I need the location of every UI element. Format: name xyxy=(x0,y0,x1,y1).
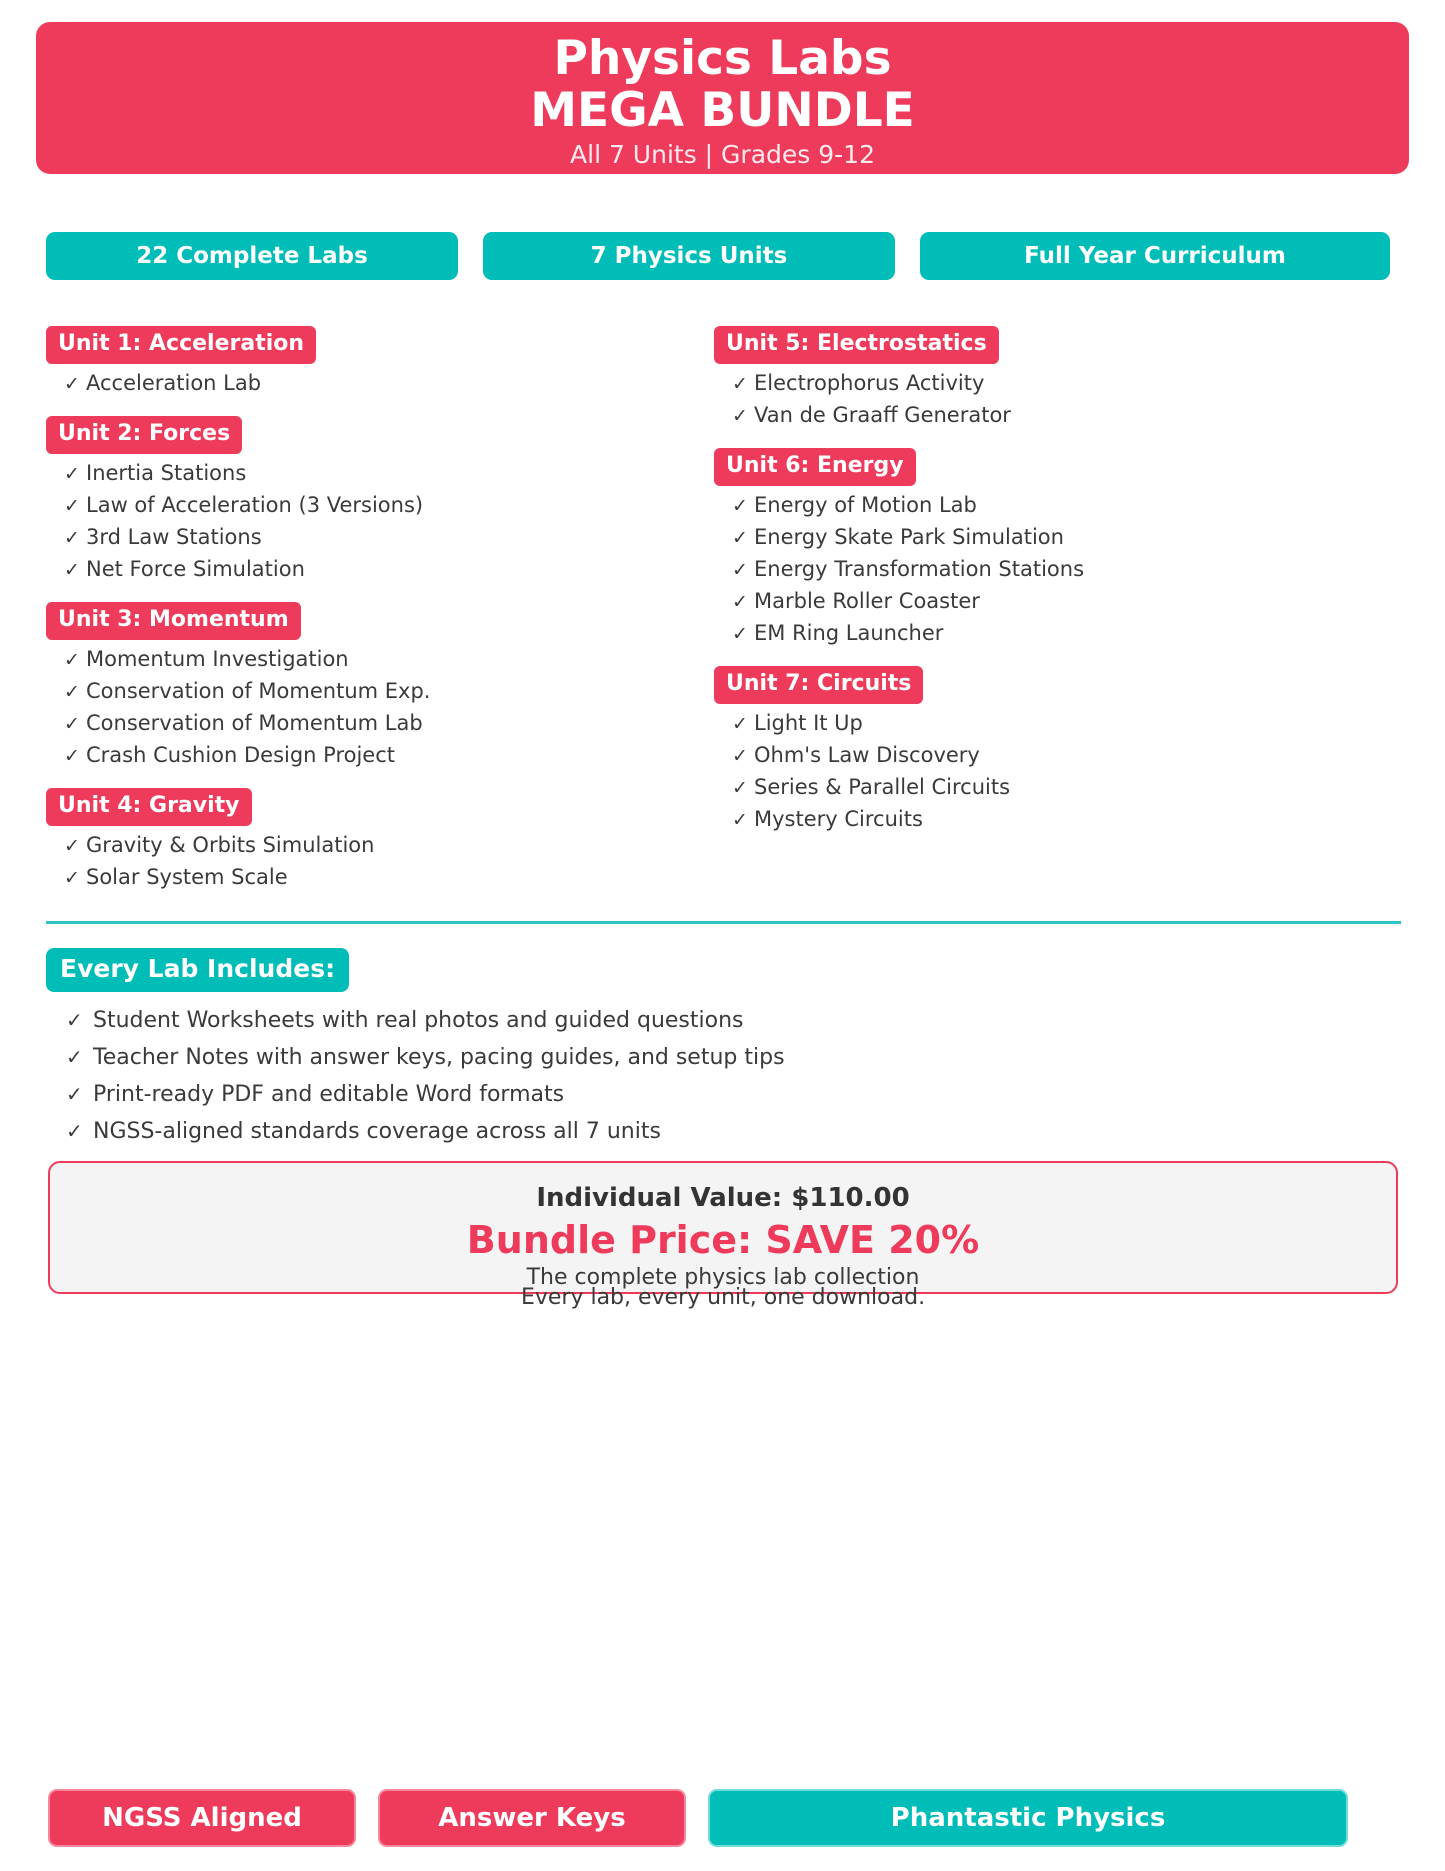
check-icon: ✓ xyxy=(732,745,748,767)
lab-name: Ohm's Law Discovery xyxy=(754,743,980,767)
price-note-secondary: Every lab, every unit, one download. xyxy=(520,1285,926,1310)
unit-block-1 xyxy=(46,326,666,400)
check-icon: ✓ xyxy=(64,559,80,581)
unit-list-3 xyxy=(46,644,666,772)
lab-name: Acceleration Lab xyxy=(86,371,262,395)
list-item xyxy=(64,490,666,522)
check-icon: ✓ xyxy=(66,1045,83,1069)
list-item xyxy=(732,740,1354,772)
list-item xyxy=(64,830,666,862)
check-icon: ✓ xyxy=(64,681,80,703)
list-item xyxy=(732,772,1354,804)
check-icon: ✓ xyxy=(64,495,80,517)
list-item xyxy=(732,804,1354,836)
lab-name: 3rd Law Stations xyxy=(86,525,262,549)
header-banner xyxy=(36,22,1409,174)
section-divider xyxy=(46,921,1401,924)
check-icon: ✓ xyxy=(732,373,748,395)
list-item xyxy=(732,400,1354,432)
unit-list-7 xyxy=(714,708,1354,836)
check-icon: ✓ xyxy=(732,559,748,581)
unit-title-4: Unit 4: Gravity xyxy=(46,788,252,826)
individual-value: Individual Value: $110.00 xyxy=(536,1183,910,1213)
lab-name: Van de Graaff Generator xyxy=(754,403,1011,427)
unit-list-4 xyxy=(46,830,666,894)
unit-list-2 xyxy=(46,458,666,586)
lab-name: Energy of Motion Lab xyxy=(754,493,977,517)
check-icon: ✓ xyxy=(64,835,80,857)
list-item xyxy=(64,676,666,708)
bundle-price: Bundle Price: SAVE 20% xyxy=(466,1218,980,1262)
list-item xyxy=(732,554,1354,586)
list-item xyxy=(732,586,1354,618)
list-item xyxy=(64,554,666,586)
highlight-badge-curriculum: Full Year Curriculum xyxy=(920,232,1390,280)
price-box xyxy=(48,1161,1398,1310)
unit-block-3 xyxy=(46,602,666,772)
list-item xyxy=(64,708,666,740)
check-icon: ✓ xyxy=(64,713,80,735)
header-subtitle: All 7 Units | Grades 9-12 xyxy=(570,140,875,169)
list-item xyxy=(64,862,666,894)
lab-name: Light It Up xyxy=(754,711,863,735)
unit-block-7 xyxy=(714,666,1354,836)
price-note-primary: The complete physics lab collection xyxy=(526,1265,920,1290)
lab-name: EM Ring Launcher xyxy=(754,621,944,645)
check-icon: ✓ xyxy=(66,1119,83,1143)
includes-list xyxy=(46,1002,1246,1150)
lab-name: Law of Acceleration (3 Versions) xyxy=(86,493,424,517)
check-icon: ✓ xyxy=(66,1082,83,1106)
unit-title-2: Unit 2: Forces xyxy=(46,416,242,454)
unit-list-6 xyxy=(714,490,1354,650)
lab-name: Energy Skate Park Simulation xyxy=(754,525,1064,549)
lab-name: Solar System Scale xyxy=(86,865,288,889)
unit-list-5 xyxy=(714,368,1354,432)
check-icon: ✓ xyxy=(732,527,748,549)
list-item xyxy=(732,618,1354,650)
list-item xyxy=(64,458,666,490)
footer-badge-answer-keys: Answer Keys xyxy=(378,1789,686,1847)
list-item xyxy=(732,522,1354,554)
list-item xyxy=(732,490,1354,522)
lab-name: Marble Roller Coaster xyxy=(754,589,980,613)
lab-name: Conservation of Momentum Lab xyxy=(86,711,423,735)
list-item xyxy=(66,1039,1246,1076)
lab-name: Mystery Circuits xyxy=(754,807,923,831)
unit-block-2 xyxy=(46,416,666,586)
check-icon: ✓ xyxy=(64,373,80,395)
page-title-line1: Physics Labs xyxy=(553,31,892,86)
check-icon: ✓ xyxy=(732,591,748,613)
list-item xyxy=(64,368,666,400)
check-icon: ✓ xyxy=(732,495,748,517)
check-icon: ✓ xyxy=(64,649,80,671)
page-title-line2: MEGA BUNDLE xyxy=(530,83,915,138)
list-item xyxy=(66,1113,1246,1150)
include-text: Print-ready PDF and editable Word formats xyxy=(93,1082,565,1107)
lab-name: Net Force Simulation xyxy=(86,557,305,581)
unit-block-6 xyxy=(714,448,1354,650)
footer-badge-brand: Phantastic Physics xyxy=(708,1789,1348,1847)
list-item xyxy=(64,644,666,676)
units-column-right xyxy=(714,326,1354,852)
check-icon: ✓ xyxy=(64,527,80,549)
check-icon: ✓ xyxy=(66,1008,83,1032)
check-icon: ✓ xyxy=(64,867,80,889)
check-icon: ✓ xyxy=(64,463,80,485)
unit-title-6: Unit 6: Energy xyxy=(714,448,916,486)
lab-name: Conservation of Momentum Exp. xyxy=(86,679,431,703)
unit-block-4 xyxy=(46,788,666,894)
lab-name: Gravity & Orbits Simulation xyxy=(86,833,375,857)
check-icon: ✓ xyxy=(732,405,748,427)
includes-section xyxy=(46,948,1246,1150)
include-text: Student Worksheets with real photos and guided questions xyxy=(93,1008,744,1033)
list-item xyxy=(66,1002,1246,1039)
list-item xyxy=(732,368,1354,400)
footer-badge-row xyxy=(48,1789,1398,1847)
unit-title-7: Unit 7: Circuits xyxy=(714,666,923,704)
lab-name: Electrophorus Activity xyxy=(754,371,985,395)
list-item xyxy=(64,522,666,554)
unit-block-5 xyxy=(714,326,1354,432)
footer-badge-ngss: NGSS Aligned xyxy=(48,1789,356,1847)
check-icon: ✓ xyxy=(732,623,748,645)
units-column-left xyxy=(46,326,666,910)
include-text: NGSS-aligned standards coverage across all 7 units xyxy=(93,1119,661,1144)
lab-name: Inertia Stations xyxy=(86,461,247,485)
check-icon: ✓ xyxy=(732,809,748,831)
highlight-badge-labs: 22 Complete Labs xyxy=(46,232,458,280)
unit-title-1: Unit 1: Acceleration xyxy=(46,326,316,364)
highlight-badge-row xyxy=(46,232,1400,280)
lab-name: Crash Cushion Design Project xyxy=(86,743,396,767)
list-item xyxy=(732,708,1354,740)
list-item xyxy=(66,1076,1246,1113)
lab-name: Energy Transformation Stations xyxy=(754,557,1085,581)
includes-heading: Every Lab Includes: xyxy=(46,948,349,992)
check-icon: ✓ xyxy=(732,777,748,799)
lab-name: Momentum Investigation xyxy=(86,647,349,671)
highlight-badge-units: 7 Physics Units xyxy=(483,232,895,280)
check-icon: ✓ xyxy=(64,745,80,767)
unit-list-1 xyxy=(46,368,666,400)
unit-title-3: Unit 3: Momentum xyxy=(46,602,301,640)
check-icon: ✓ xyxy=(732,713,748,735)
include-text: Teacher Notes with answer keys, pacing guides, and setup tips xyxy=(93,1045,785,1070)
unit-title-5: Unit 5: Electrostatics xyxy=(714,326,999,364)
lab-name: Series & Parallel Circuits xyxy=(754,775,1011,799)
list-item xyxy=(64,740,666,772)
